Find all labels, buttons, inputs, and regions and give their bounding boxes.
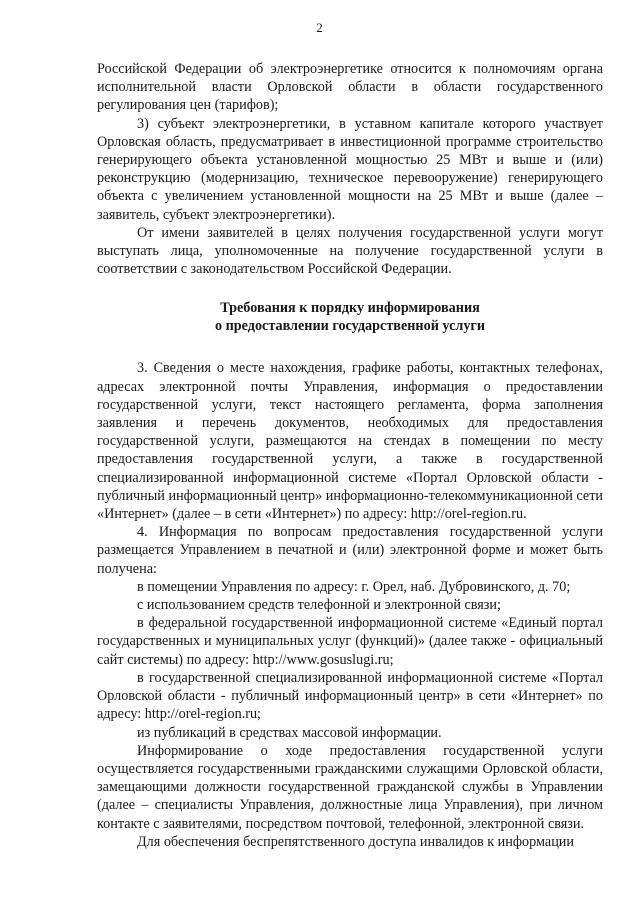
list-item: в государственной специализированной информационной системе «Портал Орловской области - публичный информационный центр» в сети «Интернет» по адресу: http://orel-region.ru; <box>97 669 603 723</box>
list-item: в помещении Управления по адресу: г. Орел, наб. Дубровинского, д. 70; <box>137 578 571 595</box>
section-heading-line-1: Требования к порядку информирования <box>220 300 480 317</box>
list-item: из публикаций в средствах массовой информации. <box>137 724 442 741</box>
paragraph: 3) субъект электроэнергетики, в уставном капитале которого участвует Орловская область, предусматривает в инвестиционной программе строительство генерирующего объекта установленной мощностью 25 МВт и выше и (или) реконструкцию (модернизацию, техническое перевооружение) генерирующего объекта с увеличением установленной мощности на 25 МВт и выше (далее – заявитель, субъект электроэнергетики). <box>97 115 603 223</box>
paragraph: Российской Федерации об электроэнергетике относится к полномочиям органа исполнительной власти Орловской области в области государственного регулирования цен (тарифов); <box>97 61 603 114</box>
paragraph: 3. Сведения о месте нахождения, графике работы, контактных телефонах, адресах электронной почты Управления, информация о предоставлении государственной услуги, текст настоящего регламента, форма заполнения заявления и перечень документов, необходимых для предоставления государственной услуги, размещаются на стендах в помещении по месту предоставления государственной услуги, а также в государственной специализированной информационной системе «Портал Орловской области - публичный информационный центр» информационно-телекоммуникационной сети «Интернет» (далее – в сети «Интернет») по адресу: http://orel-region.ru. <box>97 360 603 523</box>
paragraph: 4. Информация по вопросам предоставления государственной услуги размещается Управлением в печатной и (или) электронной форме и может быть получена: <box>97 524 603 577</box>
list-item: с использованием средств телефонной и электронной связи; <box>137 597 501 614</box>
paragraph: Информирование о ходе предоставления государственной услуги осуществляется государственными гражданскими служащими Орловской области, замещающими должности государственной гражданской службы в Управлении (далее – специалисты Управления, должностные лица Управления), при личном контакте с заявителями, посредством почтовой, телефонной, электронной связи. <box>97 742 603 832</box>
section-heading-line-2: о предоставлении государственной услуги <box>214 318 486 335</box>
list-item: в федеральной государственной информационной системе «Единый портал государственных и муниципальных услуг (функций)» (далее также - официальный сайт системы) по адресу: http://www.gosuslugi.ru; <box>97 615 603 668</box>
paragraph: Для обеспечения беспрепятственного доступа инвалидов к информации <box>137 833 574 850</box>
section-heading <box>97 299 603 335</box>
page-number: 2 <box>316 20 323 35</box>
paragraph: От имени заявителей в целях получения государственной услуги могут выступать лица, уполномоченные на получение государственной услуги в соответствии с законодательством Российской Федерации. <box>97 224 603 278</box>
document-body <box>97 60 603 851</box>
